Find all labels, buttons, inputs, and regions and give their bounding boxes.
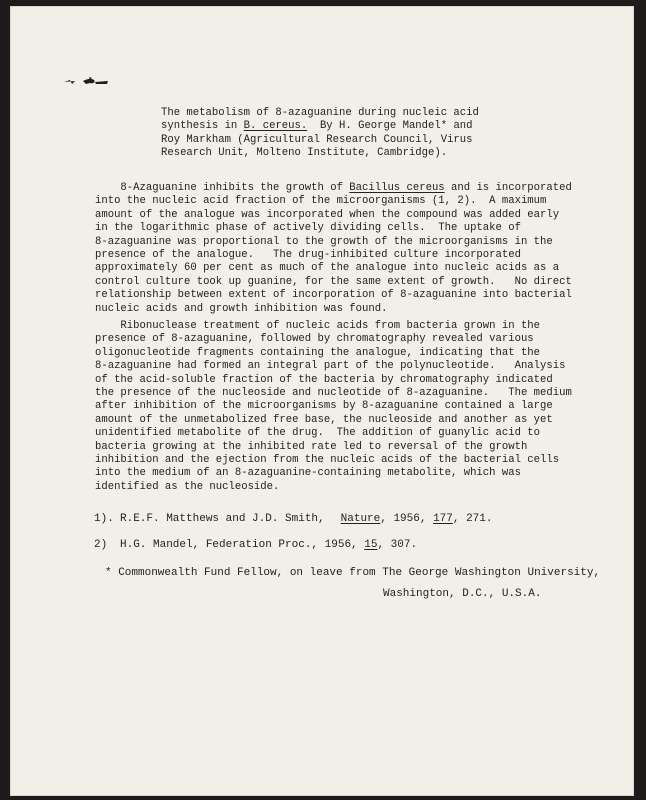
reference-volume: 15 (364, 539, 378, 551)
text-line: inhibition and the ejection from the nucleic acids of the bacterial cells (95, 454, 560, 467)
paragraph-1 (95, 182, 572, 316)
reference-number: 1). (94, 513, 114, 525)
text-line: bacteria growing at the inhibited rate led to reversal of the growth (95, 440, 528, 453)
footnote-line-1: * Commonwealth Fund Fellow, on leave from The George Washington University, (105, 567, 601, 579)
text-line: presence of 8-azaguanine, followed by chromatography revealed various (95, 333, 534, 346)
title-line-1: The metabolism of 8-azaguanine during nucleic acid (161, 107, 479, 119)
text-line: in the logarithmic phase of actively dividing cells. The uptake of (95, 222, 521, 235)
reference-journal: Nature (340, 513, 381, 525)
paragraph-1-line-1 (95, 182, 572, 195)
reference-volume: 177 (433, 513, 453, 525)
text-line: of the acid-soluble fraction of the bacteria by chromatography indicated (95, 373, 553, 386)
reference-year: , 1956, (380, 513, 434, 525)
text-line: oligonucleotide fragments containing the analogue, indicating that the (95, 346, 541, 359)
text-line: relationship between extent of incorporation of 8-azaguanine into bacterial (95, 289, 572, 302)
text-line: amount of the unmetabolized free base, the nucleoside and another as yet (95, 413, 553, 426)
text-line: Ribonuclease treatment of nucleic acids from bacteria grown in the (95, 320, 541, 332)
text-line: after inhibition of the microorganisms by 8-azaguanine contained a large (95, 400, 553, 413)
text-line: the presence of the nucleoside and nucleotide of 8-azaguanine. The medium (95, 387, 572, 400)
paragraph-1-line-1-end: and is incorporated (444, 182, 572, 194)
title-line-2-end: By H. George Mandel* and (307, 120, 473, 133)
reference-1 (94, 513, 492, 526)
text-line: 8-azaguanine had formed an integral part of the polynucleotide. Analysis (95, 360, 566, 373)
document-page (10, 6, 634, 796)
reference-pages: , 307. (377, 539, 418, 551)
reference-authors: H.G. Mandel, Federation Proc., (120, 539, 319, 551)
ink-smudge-mark (63, 76, 109, 88)
reference-year: 1956, (318, 539, 365, 551)
text-line: 8-azaguanine was proportional to the growth of the microorganisms in the (95, 235, 553, 248)
text-line: identified as the nucleoside. (95, 480, 280, 493)
organism-name: B. cereus. (243, 120, 308, 133)
reference-2 (94, 539, 417, 552)
text-line: control culture took up guanine, for the same extent of growth. No direct (95, 275, 572, 288)
reference-authors: R.E.F. Matthews and J.D. Smith, (120, 513, 325, 525)
text-line: nucleic acids and growth inhibition was found. (95, 302, 388, 315)
text-line: into the nucleic acid fraction of the microorganisms (1, 2). A maximum (95, 195, 547, 208)
footnote-line-2: Washington, D.C., U.S.A. (383, 588, 542, 600)
title-line-4: Research Unit, Molteno Institute, Cambridge). (161, 147, 448, 160)
reference-number: 2) (94, 539, 108, 551)
text-line: amount of the analogue was incorporated when the compound was added early (95, 208, 560, 221)
reference-pages: , 271. (452, 513, 493, 525)
paragraph-2 (95, 320, 572, 494)
text-line: unidentified metabolite of the drug. The addition of guanylic acid to (95, 427, 541, 440)
paragraph-1-line-1-start: 8-Azaguanine inhibits the growth of (95, 182, 350, 194)
title-line-2-start: synthesis in (161, 120, 244, 133)
paper-title-block (161, 107, 479, 161)
title-line-3: Roy Markham (Agricultural Research Council, Virus (161, 133, 473, 146)
title-line-2 (161, 120, 479, 133)
organism-name-bacillus-cereus: Bacillus cereus (349, 182, 445, 194)
text-line: presence of the analogue. The drug-inhibited culture incorporated (95, 249, 521, 262)
text-line: approximately 60 per cent as much of the analogue into nucleic acids as a (95, 262, 560, 275)
text-line: into the medium of an 8-azaguanine-containing metabolite, which was (95, 467, 521, 480)
